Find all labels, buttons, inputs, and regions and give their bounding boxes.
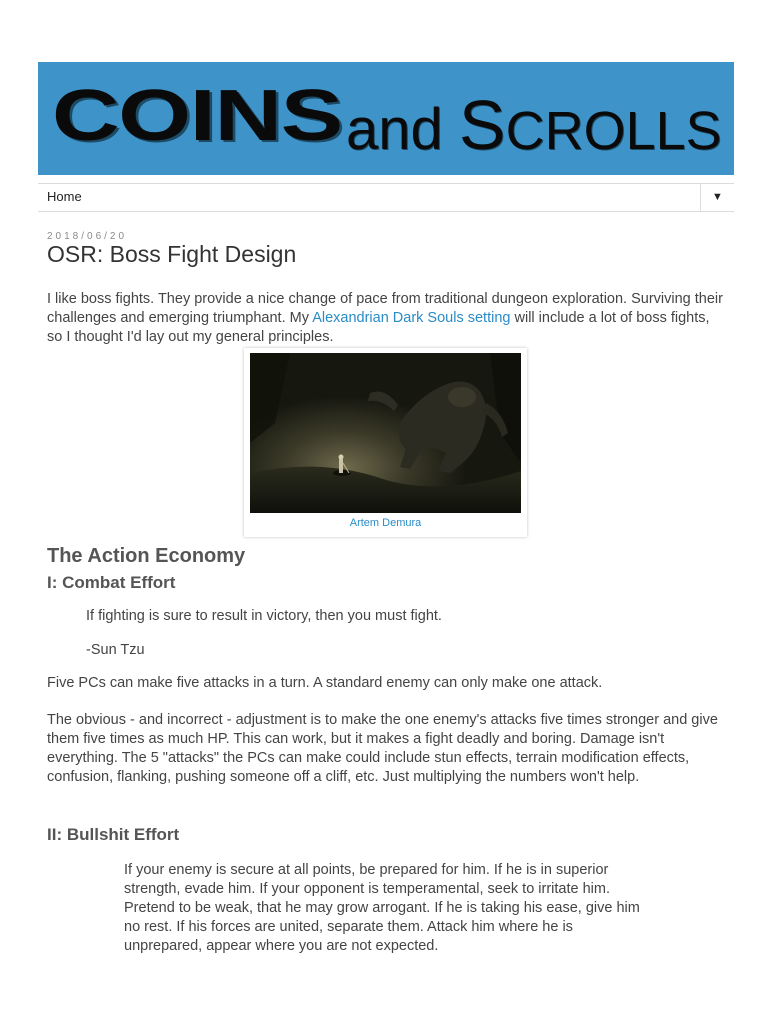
logo-word-scrolls-rest: CROLLS [505, 101, 722, 161]
intro-text-before: I like boss fights. They provide a nice change of pace from traditional dungeon exploration. Surviving their challenges and emerging triumphant. My [47, 291, 723, 326]
navigation-bar [38, 183, 734, 212]
post-title[interactable]: OSR: Boss Fight Design [47, 241, 297, 267]
figure-caption[interactable]: Artem Demura [349, 517, 422, 529]
intro-text-after: will include a lot of boss fights, so I thought I'd lay out my general principles. [47, 310, 710, 345]
section-heading-action-economy: The Action Economy [47, 545, 246, 567]
post-figure [244, 348, 527, 537]
post-date: 2018/06/20 [47, 231, 128, 242]
blog-header-banner[interactable] [38, 62, 734, 175]
logo-word-rest [346, 86, 722, 164]
blockquote-sun-tzu: If your enemy is secure at all points, be prepared for him. If he is in superior strength, evade him. If your opponent is temperamental, seek to irritate him. Pretend to be weak, that he may grow arrogant. If he is taking his ease, give him no rest. If his forces are united, separate them. Attack him where he is unprepared, appear where you are not expected. [124, 862, 640, 954]
nav-home-link[interactable]: Home [47, 189, 82, 204]
blockquote-text: If fighting is sure to result in victory, then you must fight. [86, 608, 442, 624]
subheading-bullshit-effort: II: Bullshit Effort [47, 825, 180, 844]
boss-artwork-illustration [250, 353, 521, 513]
logo-word-scrolls-initial: S [458, 86, 506, 164]
logo-word-and: and [346, 97, 443, 162]
intro-paragraph [47, 290, 727, 347]
nav-menu-toggle-icon[interactable]: ▼ [700, 184, 734, 211]
boss-artwork-image[interactable] [250, 353, 521, 513]
logo-word-coins: COINS [52, 76, 342, 156]
subheading-combat-effort: I: Combat Effort [47, 573, 176, 592]
blockquote-attribution: -Sun Tzu [86, 642, 145, 658]
paragraph-adjustment: The obvious - and incorrect - adjustment is to make the one enemy's attacks five times stronger and give them five times as much HP. This can work, but it makes a fight deadly and boring. Damage isn't everything. The 5 "attacks" the PCs can make could include stun effects, terrain modification effects, confusion, flanking, pushing someone off a cliff, etc. Just multiplying the numbers won't help. [47, 712, 718, 785]
paragraph-action-count: Five PCs can make five attacks in a turn. A standard enemy can only make one attack. [47, 675, 603, 691]
dark-souls-setting-link[interactable]: Alexandrian Dark Souls setting [312, 310, 511, 326]
